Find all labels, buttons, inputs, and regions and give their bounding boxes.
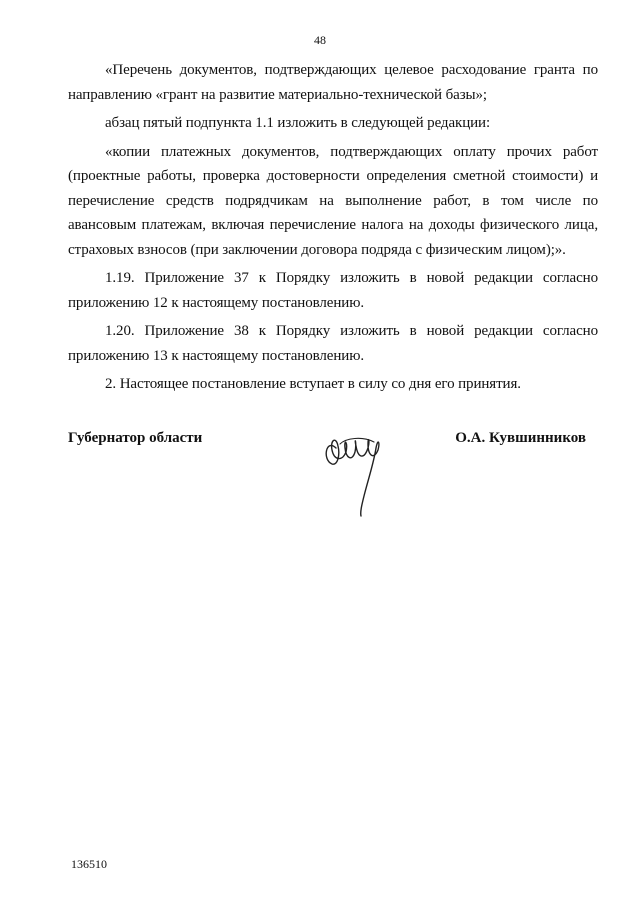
page-number: 48 [314, 33, 326, 47]
signatory-title: Губернатор области [68, 430, 203, 446]
paragraph-effective-date: 2. Настоящее постановление вступает в силу со дня его принятия. [105, 376, 521, 392]
paragraph-payment-copies: «копии платежных документов, подтверждающих оплату прочих работ (проектные работы, проверка достоверности определения сметной стоимости) и перечисление средств подрядчикам на выполнение работ, в том числе по авансовым платежам, включая перечисление налога на доходы физического лица, страховых взносов (при заключении договора подряда с физическим лицом);». [68, 143, 598, 258]
paragraph-appendix-37: 1.19. Приложение 37 к Порядку изложить в новой редакции согласно приложению 12 к настоящему постановлению. [68, 270, 598, 311]
document-body [68, 58, 598, 397]
signatory-name: О.А. Кувшинников [455, 430, 586, 446]
paragraph-amendment-intro: абзац пятый подпункта 1.1 изложить в следующей редакции: [105, 115, 491, 131]
handwritten-signature [318, 418, 398, 518]
paragraph-documents-list: «Перечень документов, подтверждающих целевое расходование гранта по направлению «грант на развитие материально-технической базы»; [68, 62, 598, 103]
signature-block [68, 426, 598, 516]
registration-number: 136510 [71, 857, 107, 871]
paragraph-appendix-38: 1.20. Приложение 38 к Порядку изложить в новой редакции согласно приложению 13 к настоящему постановлению. [68, 323, 598, 364]
